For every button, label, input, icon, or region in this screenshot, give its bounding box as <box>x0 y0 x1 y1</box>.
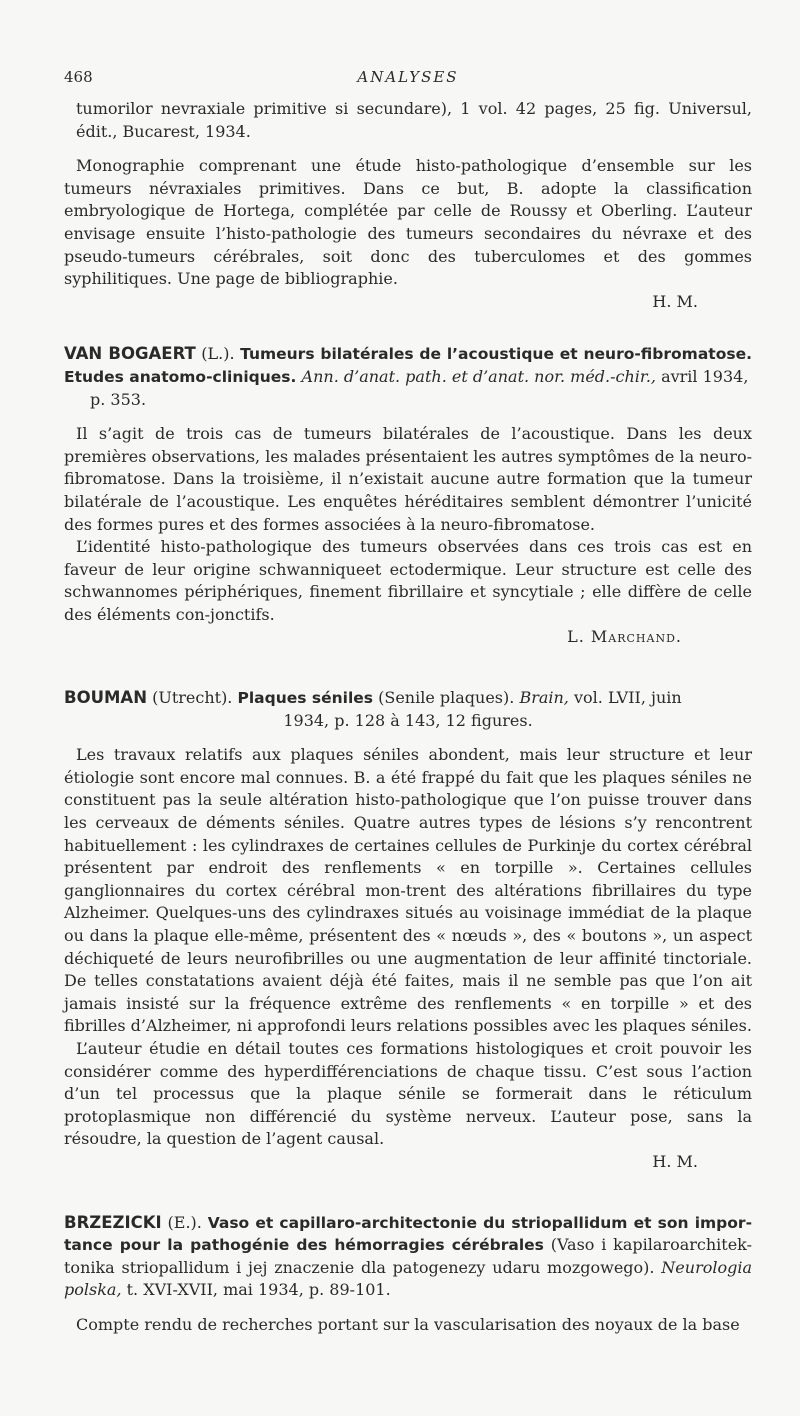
entry-heading <box>64 687 752 732</box>
entry-paragraph: Compte rendu de recherches portant sur la vascularisation des noyaux de la base <box>76 1314 740 1334</box>
entry-title: Tumeurs bilatérales de l’acoustique et neuro-fibromatose. Etudes anatomo-cliniques. <box>64 345 752 386</box>
entry-author-detail: (E.). <box>167 1212 202 1232</box>
entry-paragraph: L’identité histo-pathologique des tumeurs observées dans ces trois cas est en faveur de leur origine schwanniqueet ectodermique. Leur structure est celle des schwannomes périphériques, finement fibrillaire et syncytiale ; elle diffère de celle des éléments con-jonctifs. <box>64 537 752 624</box>
document-page <box>64 66 752 1337</box>
entry-subtitle: (Vaso i kapilaroarchitek-tonika striopallidum i jej znaczenie dla patogenezy udaru mozgowego). <box>64 1235 752 1277</box>
entry-author: VAN BOGAERT <box>64 344 196 364</box>
entry-author-detail: (L.). <box>201 344 235 364</box>
entry-title: Plaques séniles <box>237 689 374 708</box>
entry-journal: Neurologia polska, <box>64 1257 752 1300</box>
entry-signature: H. M. <box>652 1151 698 1171</box>
entry-paragraph: Les travaux relatifs aux plaques séniles abondent, mais leur structure et leur étiologie sont encore mal connues. B. a été frappé du fait que les plaques séniles ne constituent pas la seule altération histo-pathologique que l’on puisse trouver dans les cerveaux de déments séniles. Quatre autres types de lésions s’y rencontrent habituellement : les cylindraxes de certaines cellules de Purkinje du cortex cérébral présentent par endroit des renflements « en torpille ». Certaines cellules ganglionnaires du cortex cérébral mon-trent des altérations fibrillaires du type Alzheimer. Quelques-uns des cylindraxes situés au voisinage immédiat de la plaque ou dans la plaque elle-même, présentent des « nœuds », des « boutons », un aspect déchiqueté de leurs neurofibrilles ou une augmentation de leur affinité tinctoriale. De telles constatations avaient déjà été faites, mais il ne semble pas que l’on ait jamais insisté sur la fréquence extrême des renflements « en torpille » et des fibrilles d’Alzheimer, ni approfondi leurs relations possibles avec les plaques séniles. <box>64 745 752 1036</box>
entry-paragraph: Monographie comprenant une étude histo-pathologique d’ensemble sur les tumeurs névraxiales primitives. Dans ce but, B. adopte la classification embryologique de Hortega, complétée par celle de Roussy et Oberling. L’auteur envisage ensuite l’histo-pathologie des tumeurs secondaires du névraxe et des pseudo-tumeurs cérébrales, soit donc des tuberculomes et des gommes syphilitiques. Une page de bibliographie. <box>64 156 752 289</box>
entry-citation: vol. LVII, juin <box>573 688 682 708</box>
entry-continuation: tumorilor nevraxiale primitive si secundare), 1 vol. 42 pages, 25 fig. Universul, édit., Bucarest, 1934. <box>76 99 752 141</box>
entry-signature: L. Marchand. <box>567 627 682 647</box>
review-entry-brzezicki <box>64 1212 752 1337</box>
entry-citation: t. XVI-XVII, mai 1934, p. 89-101. <box>126 1280 391 1300</box>
entry-journal: Brain, <box>519 688 569 708</box>
review-entry-van-bogaert <box>64 343 752 649</box>
entry-title: Vaso et capillaro-architectonie du striopallidum et son impor-tance pour la pathogénie des hémorragies cérébrales <box>64 1213 753 1255</box>
entry-citation-continued: p. 353. <box>90 389 147 409</box>
page-header <box>64 66 752 88</box>
entry-author-detail: (Utrecht). <box>152 688 233 708</box>
entry-heading <box>64 1212 752 1302</box>
entry-heading <box>64 343 752 411</box>
review-entry-bouman <box>64 687 752 1173</box>
entry-author: BRZEZICKI <box>64 1212 162 1232</box>
running-title: ANALYSES <box>357 68 459 86</box>
page-number: 468 <box>64 68 93 86</box>
entry-author: BOUMAN <box>64 688 147 708</box>
entry-citation: avril 1934, <box>661 366 749 386</box>
entry-journal: Ann. d’anat. path. et d’anat. nor. méd.-chir., <box>301 366 656 386</box>
entry-signature: H. M. <box>652 291 698 311</box>
entry-citation-continued: 1934, p. 128 à 143, 12 figures. <box>283 710 533 730</box>
entry-subtitle: (Senile plaques). <box>378 688 515 708</box>
entry-paragraph: L’auteur étudie en détail toutes ces formations histologiques et croit pouvoir les considérer comme des hyperdifférenciations de chaque tissu. C’est sous l’action d’un tel processus que la plaque sénile se formerait dans le réticulum protoplasmique non différencié du système nerveux. L’auteur pose, sans la résoudre, la question de l’agent causal. <box>64 1038 752 1149</box>
entry-paragraph: Il s’agit de trois cas de tumeurs bilatérales de l’acoustique. Dans les deux premières observations, les malades présentaient les autres symptômes de la neuro-fibromatose. Dans la troisième, il n’existait aucune autre formation que la tumeur bilatérale de l’acoustique. Les enquêtes héréditaires semblent démontrer l’unicité des formes pures et des formes associées à la neuro-fibromatose. <box>64 424 752 534</box>
